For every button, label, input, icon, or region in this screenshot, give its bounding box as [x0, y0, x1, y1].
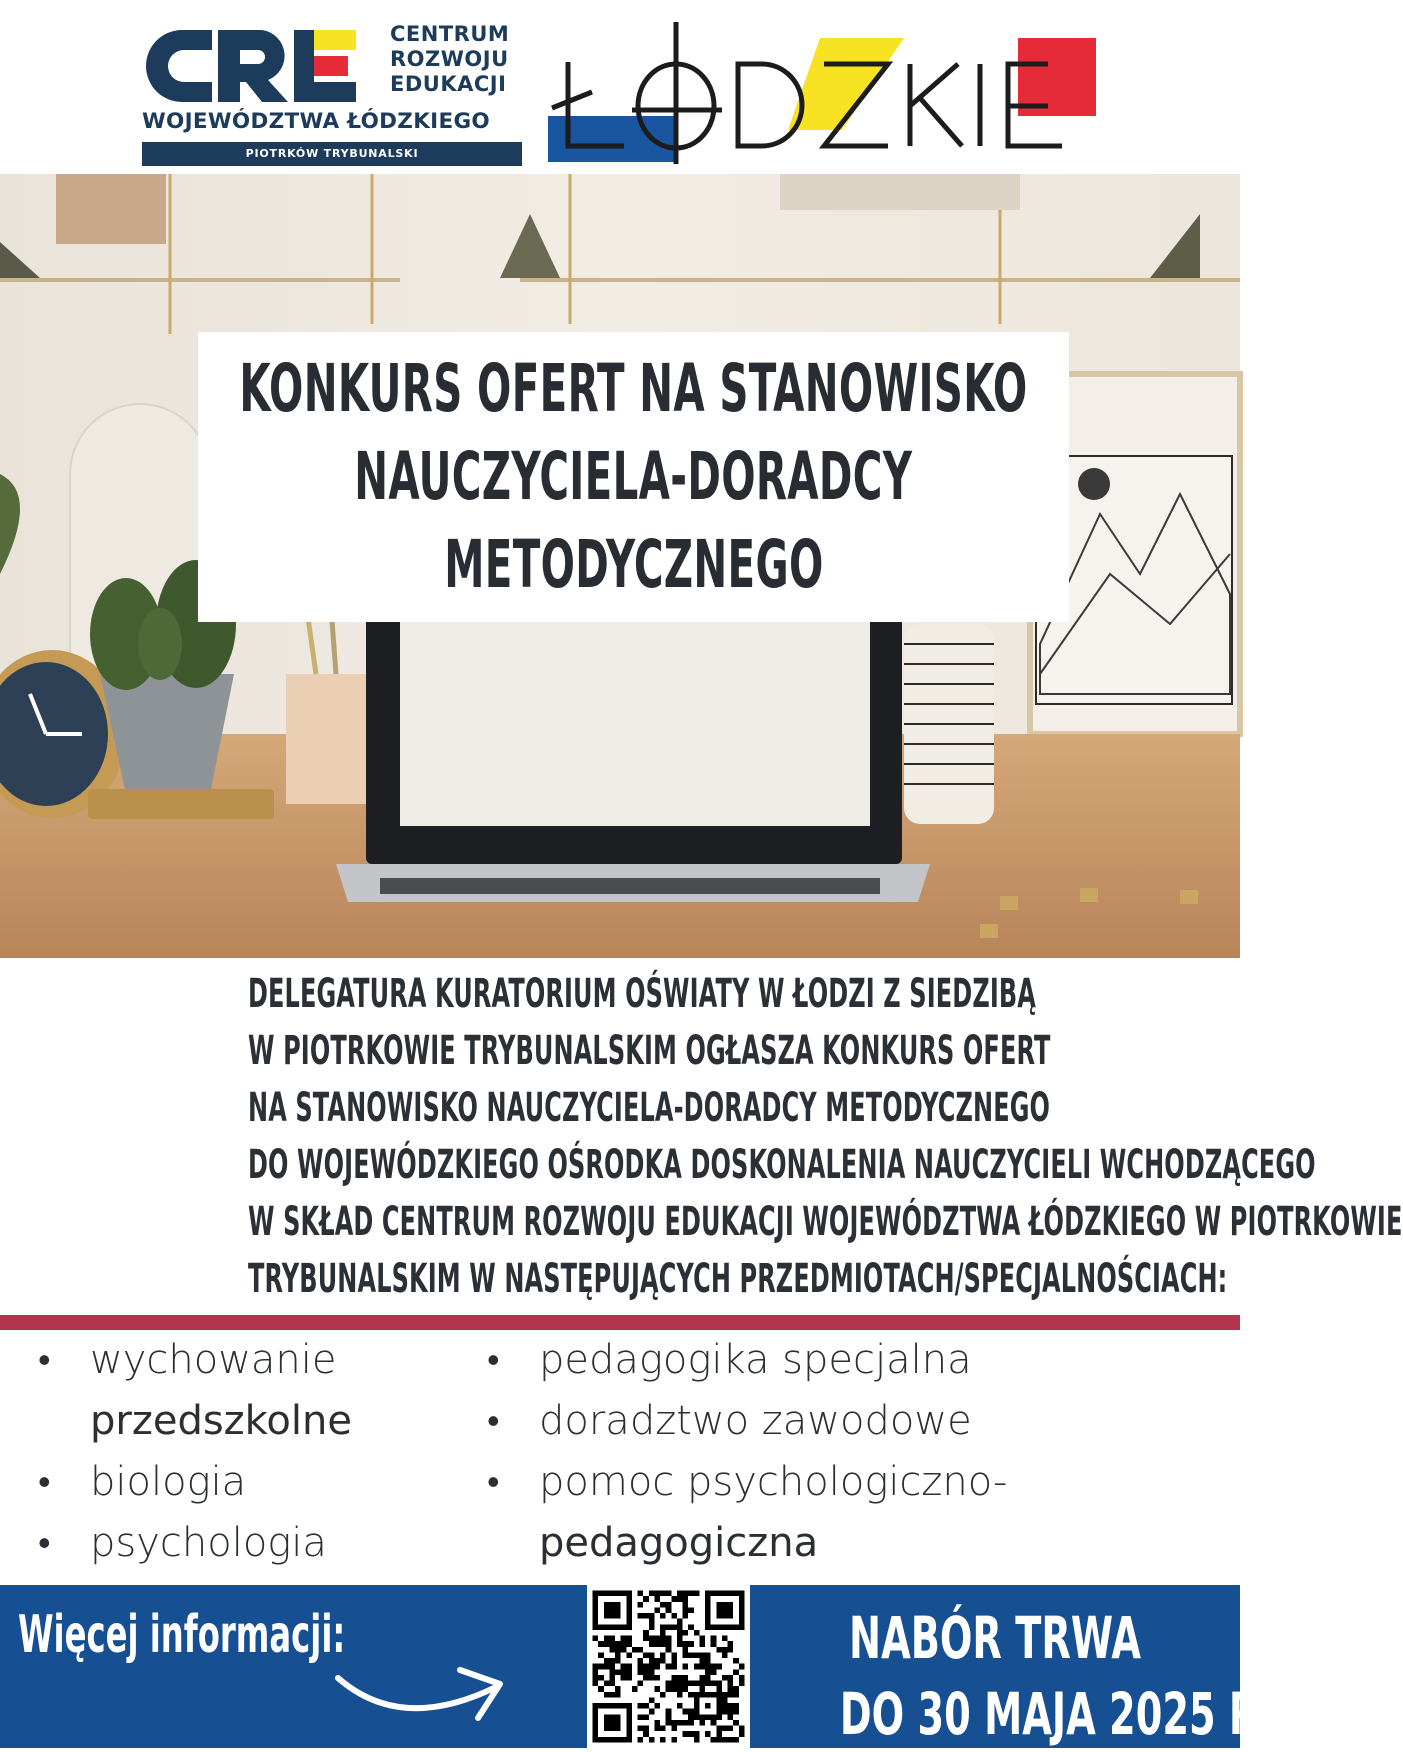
subject-label-continued: przedszkolne: [90, 1398, 352, 1444]
subject-label: psychologia: [90, 1520, 327, 1566]
deadline-text: [760, 1600, 1274, 1752]
subject-label-continued: pedagogiczna: [539, 1520, 819, 1566]
subject-item: [487, 1330, 1047, 1391]
announcement-line-3: NA STANOWISKO NAUCZYCIELA-DORADCY METODYCZNEGO: [248, 1085, 1051, 1131]
announcement-line-2: W PIOTRKOWIE TRYBUNALSKIM OGŁASZA KONKURS OFERT: [248, 1028, 1051, 1074]
lodzkie-logo: [548, 14, 1100, 164]
cre-line-edukacji: EDUKACJI: [390, 72, 507, 96]
deadline-line-1: NABÓR TRWA: [849, 1604, 1141, 1672]
announcement-line-1: DELEGATURA KURATORIUM OŚWIATY W ŁODZI Z SIEDZIBĄ: [248, 971, 1037, 1017]
announcement-line-5: W SKŁAD CENTRUM ROZWOJU EDUKACJI WOJEWÓDZTWA ŁÓDZKIEGO W PIOTRKOWIE: [248, 1199, 1403, 1245]
qr-code[interactable]: [587, 1585, 750, 1748]
subject-label: wychowanie: [90, 1337, 337, 1383]
lodzkie-logo-graphic: [548, 14, 1100, 164]
more-info-label: Więcej informacji:: [18, 1605, 346, 1665]
cre-city-bar: PIOTRKÓW TRYBUNALSKI: [142, 142, 522, 166]
subject-item: [38, 1513, 468, 1574]
subject-label: biologia: [90, 1459, 247, 1505]
title-line-2: NAUCZYCIELA-DORADCY: [354, 438, 913, 515]
subject-item: [38, 1452, 468, 1513]
subject-label: pomoc psychologiczno-: [539, 1459, 1008, 1505]
deadline-line-2: DO 30 MAJA 2025 R.: [839, 1680, 1274, 1748]
subject-label: doradztwo zawodowe: [539, 1398, 972, 1444]
announcement-text: [0, 966, 1403, 1308]
subject-label: pedagogika specjalna: [539, 1337, 972, 1383]
section-divider: [0, 1315, 1240, 1330]
subject-item: [487, 1391, 1047, 1452]
subject-item: [487, 1452, 1047, 1513]
qr-code-icon: [587, 1585, 750, 1748]
announcement-line-6: TRYBUNALSKIM W NASTĘPUJĄCYCH PRZEDMIOTACH/SPECJALNOŚCIACH:: [248, 1256, 1228, 1302]
title-line-1: KONKURS OFERT NA STANOWISKO: [239, 350, 1028, 427]
subjects-list-right: [487, 1330, 1047, 1574]
cre-line-centrum: CENTRUM: [390, 22, 510, 46]
cre-wojewodztwa: WOJEWÓDZTWA ŁÓDZKIEGO: [142, 109, 490, 134]
subject-item: [38, 1330, 468, 1391]
cre-logo: [142, 22, 522, 166]
announcement-line-4: DO WOJEWÓDZKIEGO OŚRODKA DOSKONALENIA NAUCZYCIELI WCHODZĄCEGO: [248, 1142, 1316, 1188]
cre-letters-graphic: [142, 22, 392, 108]
cre-line-rozwoju: ROZWOJU: [390, 47, 509, 71]
arrow-right-icon: [332, 1650, 512, 1730]
title-line-3: METODYCZNEGO: [443, 526, 824, 603]
header: [0, 0, 1240, 174]
title-box: [198, 332, 1069, 622]
cre-side-text: [390, 22, 530, 97]
subjects-list-left: [38, 1330, 468, 1574]
